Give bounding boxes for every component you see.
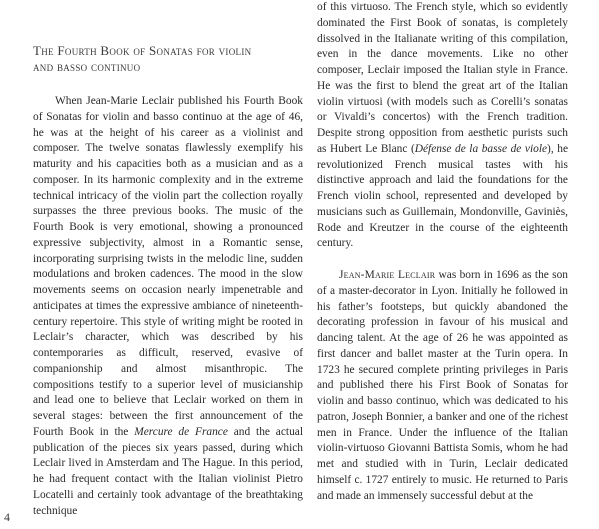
right-column: [317, 0, 568, 504]
composer-name: Jean-Marie Leclair: [339, 269, 436, 281]
heading-line-1: The Fourth Book of Sonatas for violin: [33, 43, 252, 58]
right-paragraph-2: [317, 268, 568, 504]
left-paragraph: [33, 94, 303, 519]
right-paragraph-2-text: was born in 1696 as the son of a master-decorator in Lyon. Initially he followed in his father’s footsteps, but quickly abandoned the decorating profession in favour of his musical and dancing talent. At the age of 26 he was appointed as first dancer and ballet master at the Turin opera. In 1723 he secured complete printing privileges in Paris and published there his First Book of Sonatas for violin and basso continuo, which was dedicated to his patron, Joseph Bonnier, a banker and one of the richest men in France. Under the influence of the Italian violin-virtuoso Giovanni Battista Somis, whom he had met and studied with in Turin, Leclair dedicated himself c. 1727 entirely to music. He returned to Paris and made an immensely successful debut at the: [317, 269, 568, 502]
treatise-title-italic: Défense de la basse de viole: [414, 142, 548, 155]
right-paragraph-1: [317, 0, 568, 252]
left-paragraph-text-2: and the actual publication of the pieces six years passed, during which Leclair lived in Amsterdam and The Hague. In this period, he had frequent contact with the Italian violinist Pietro Locatelli and certainly took advantage of the breathtaking technique: [33, 425, 303, 517]
right-paragraph-1-text-2: ), he revolutionized French musical tastes with his distinctive approach and laid the foundations for the French violin school, represented and developed by musicians such as Guillemain, Mondonville, Gaviniès, Rode and Kreutzer in the course of the eighteenth century.: [317, 142, 568, 250]
left-column: [33, 43, 303, 519]
heading-line-2: and basso continuo: [33, 59, 141, 74]
left-paragraph-text-1: When Jean-Marie Leclair published his Fourth Book of Sonatas for violin and basso continuo at the age of 46, he was at the height of his career as a violinist and composer. The twelve sonatas flawlessly exemplify his maturity and his capacities both as a musician and as a composer. In its harmonic complexity and in the extreme technical intricacy of the violin part the collection royally surpasses the three previous books. The music of the Fourth Book is very emotional, showing a pronounced expressive subjectivity, almost in a Romantic sense, incorporating surprising twists in the melodic line, sudden modulations and broken cadences. The mood in the slow movements seems on occasion nearly impenetrable and anticipates at times the expressive ambiance of nineteenth-century repertoire. This style of writing might be rooted in Leclair’s character, which was described by his contemporaries as difficult, reserved, evasive of companionship and almost misanthropic. The compositions testify to a superior level of musicianship and lead one to believe that Leclair worked on them in several stages: between the first announcement of the Fourth Book in the: [33, 95, 303, 438]
page-number: 4: [4, 510, 10, 524]
section-heading: [33, 43, 303, 75]
right-paragraph-1-text-1: of this virtuoso. The French style, which so evidently dominated the First Book of sonatas, is completely dissolved in the Italianate writing of this compilation, even in the dance movements. Like no other composer, Leclair imposed the Italian style in France. He was the first to blend the great art of the Italian violin virtuosi (with models such as Corelli’s sonatas or Vivaldi’s concertos) with the French tradition. Despite strong opposition from aesthetic purists such as Hubert Le Blanc (: [317, 1, 568, 155]
journal-title-italic: Mercure de France: [134, 425, 228, 438]
